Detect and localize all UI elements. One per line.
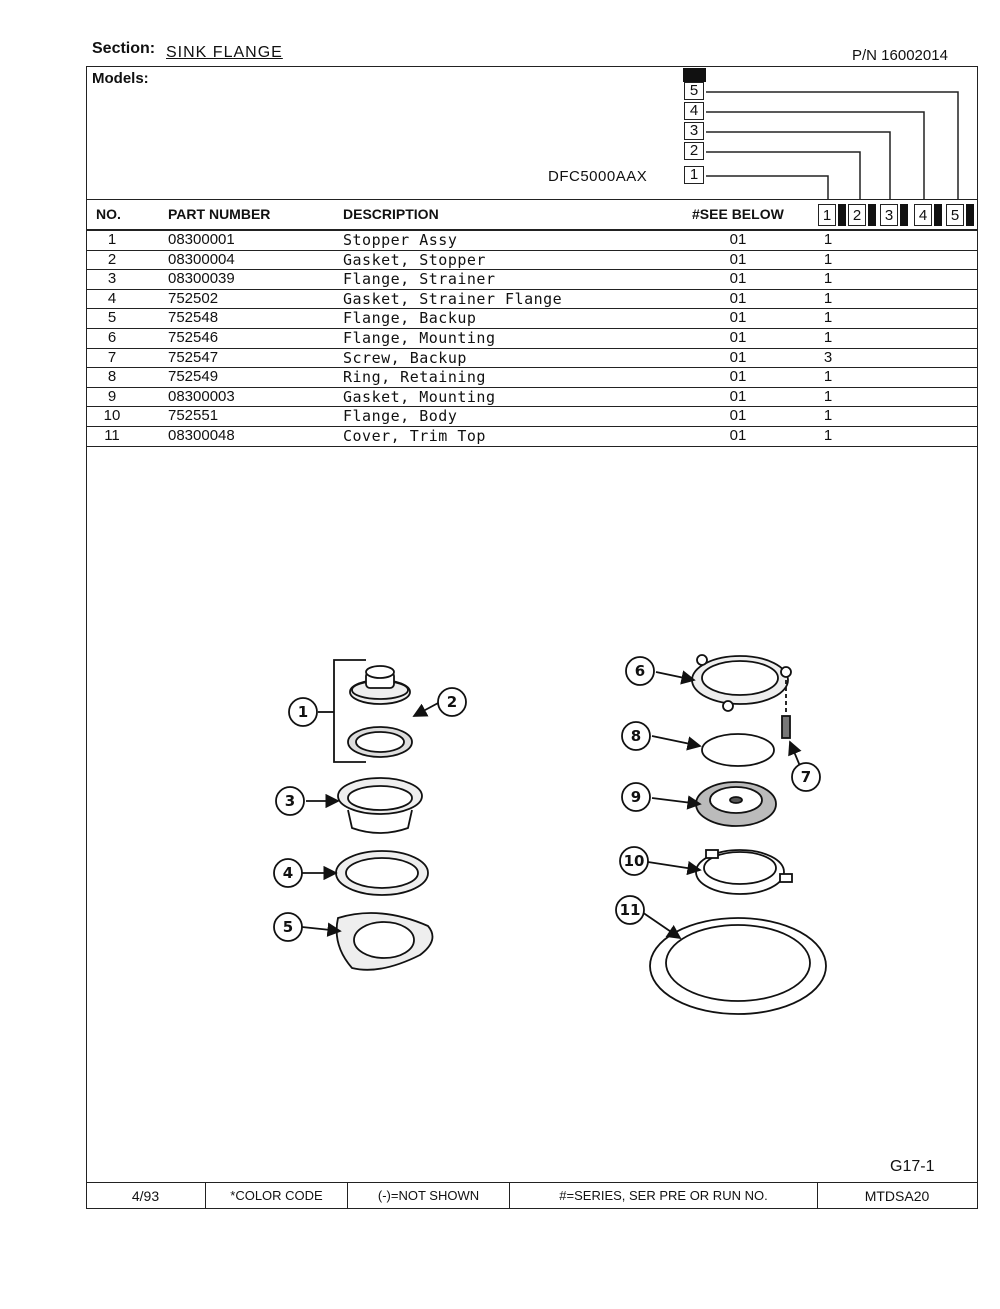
part-number: 752547 [168, 348, 219, 366]
see-below-code: 01 [729, 427, 747, 444]
callout-7: 7 [800, 768, 812, 786]
part-quantity: 1 [823, 309, 833, 327]
callout-11: 11 [619, 901, 641, 919]
callout-10: 10 [623, 852, 645, 870]
see-below-code: 01 [729, 309, 747, 327]
part-description: Flange, Strainer [343, 270, 496, 289]
part-number: 752549 [168, 368, 219, 386]
model-column-header: 1 [818, 204, 836, 226]
part-no: 9 [107, 387, 117, 405]
strainer-flange-part [338, 778, 422, 833]
see-below-code: 01 [729, 289, 747, 307]
part-description: Flange, Mounting [343, 329, 496, 347]
model-column-header: 2 [848, 204, 866, 226]
callout-8: 8 [630, 727, 642, 745]
part-description: Ring, Retaining [343, 368, 486, 387]
part-no: 8 [107, 368, 117, 386]
col-header-description: DESCRIPTION [343, 206, 439, 222]
part-number-header: P/N 16002014 [852, 47, 948, 64]
gasket-stopper-part [348, 727, 412, 757]
part-no: 1 [107, 231, 117, 248]
col-header-see-below: #SEE BELOW [692, 206, 784, 222]
part-number: 08300001 [168, 231, 235, 248]
gasket-strainer-flange-part [336, 851, 428, 895]
part-number: 08300004 [168, 250, 235, 268]
callout-2: 2 [446, 693, 458, 711]
mounting-flange-part [692, 655, 791, 711]
section-label: Section: [92, 40, 156, 57]
part-number: 08300039 [168, 270, 235, 288]
footer-series: #=SERIES, SER PRE OR RUN NO. [510, 1183, 818, 1209]
footer-color-code: *COLOR CODE [206, 1183, 348, 1209]
part-description: Flange, Body [343, 407, 458, 426]
part-no: 2 [107, 250, 117, 268]
part-no: 10 [103, 407, 121, 425]
part-quantity: 3 [823, 348, 833, 366]
footer-not-shown: (-)=NOT SHOWN [348, 1183, 510, 1209]
part-description: Screw, Backup [343, 348, 467, 367]
stopper-assy-part [350, 666, 410, 704]
model-column-header: 4 [914, 204, 932, 226]
see-below-code: 01 [729, 407, 747, 425]
part-no: 7 [107, 348, 117, 366]
see-below-code: 01 [729, 270, 747, 288]
callout-3: 3 [284, 792, 296, 810]
see-below-code: 01 [729, 329, 747, 346]
body-flange-part [696, 850, 792, 894]
callout-6: 6 [634, 662, 646, 680]
trim-top-cover-part [650, 918, 826, 1014]
footer-legend [86, 1182, 978, 1209]
col-header-part-number: PART NUMBER [168, 206, 271, 222]
part-no: 6 [107, 329, 117, 346]
model-column-header: 5 [946, 204, 964, 226]
part-quantity: 1 [823, 387, 833, 405]
model-box: 3 [684, 122, 704, 140]
see-below-code: 01 [729, 348, 747, 366]
part-number: 08300048 [168, 427, 235, 444]
section-title: SINK FLANGE [166, 44, 283, 61]
see-below-code: 01 [729, 387, 747, 405]
part-quantity: 1 [823, 250, 833, 268]
see-below-code: 01 [729, 250, 747, 268]
part-number: 752546 [168, 329, 219, 346]
part-quantity: 1 [823, 231, 833, 248]
col-header-no: NO. [96, 206, 121, 222]
part-number: 752548 [168, 309, 219, 327]
part-description: Stopper Assy [343, 231, 458, 249]
part-quantity: 1 [823, 289, 833, 307]
part-description: Gasket, Stopper [343, 250, 486, 269]
see-below-code: 01 [729, 231, 747, 248]
callout-5: 5 [282, 918, 294, 936]
part-description: Flange, Backup [343, 309, 477, 328]
callout-1: 1 [297, 703, 309, 721]
retaining-ring-part [702, 734, 774, 766]
part-number: 752502 [168, 289, 219, 307]
model-box: 4 [684, 102, 704, 120]
part-number: 08300003 [168, 387, 235, 405]
footer-date: 4/93 [86, 1183, 206, 1209]
part-quantity: 1 [823, 407, 833, 425]
part-description: Gasket, Mounting [343, 387, 496, 406]
part-quantity: 1 [823, 368, 833, 386]
see-below-code: 01 [729, 368, 747, 386]
page-code: G17-1 [890, 1158, 935, 1175]
model-column-header: 3 [880, 204, 898, 226]
part-quantity: 1 [823, 270, 833, 288]
part-quantity: 1 [823, 427, 833, 444]
footer-code: MTDSA20 [864, 1188, 930, 1204]
models-label: Models: [92, 70, 149, 87]
part-no: 11 [104, 427, 120, 444]
model-name: DFC5000AAX [548, 168, 648, 185]
model-box: 1 [684, 166, 704, 184]
part-description: Gasket, Strainer Flange [343, 289, 563, 308]
callout-4: 4 [282, 864, 294, 882]
model-box: 2 [684, 142, 704, 160]
part-description: Cover, Trim Top [343, 427, 486, 445]
model-box: 5 [684, 82, 704, 100]
part-no: 5 [107, 309, 117, 327]
gasket-mounting-part [696, 782, 776, 826]
backup-flange-part [337, 913, 433, 970]
part-no: 4 [107, 289, 117, 307]
part-no: 3 [107, 270, 117, 288]
part-number: 752551 [168, 407, 219, 425]
part-quantity: 1 [823, 329, 833, 346]
callout-9: 9 [630, 788, 642, 806]
